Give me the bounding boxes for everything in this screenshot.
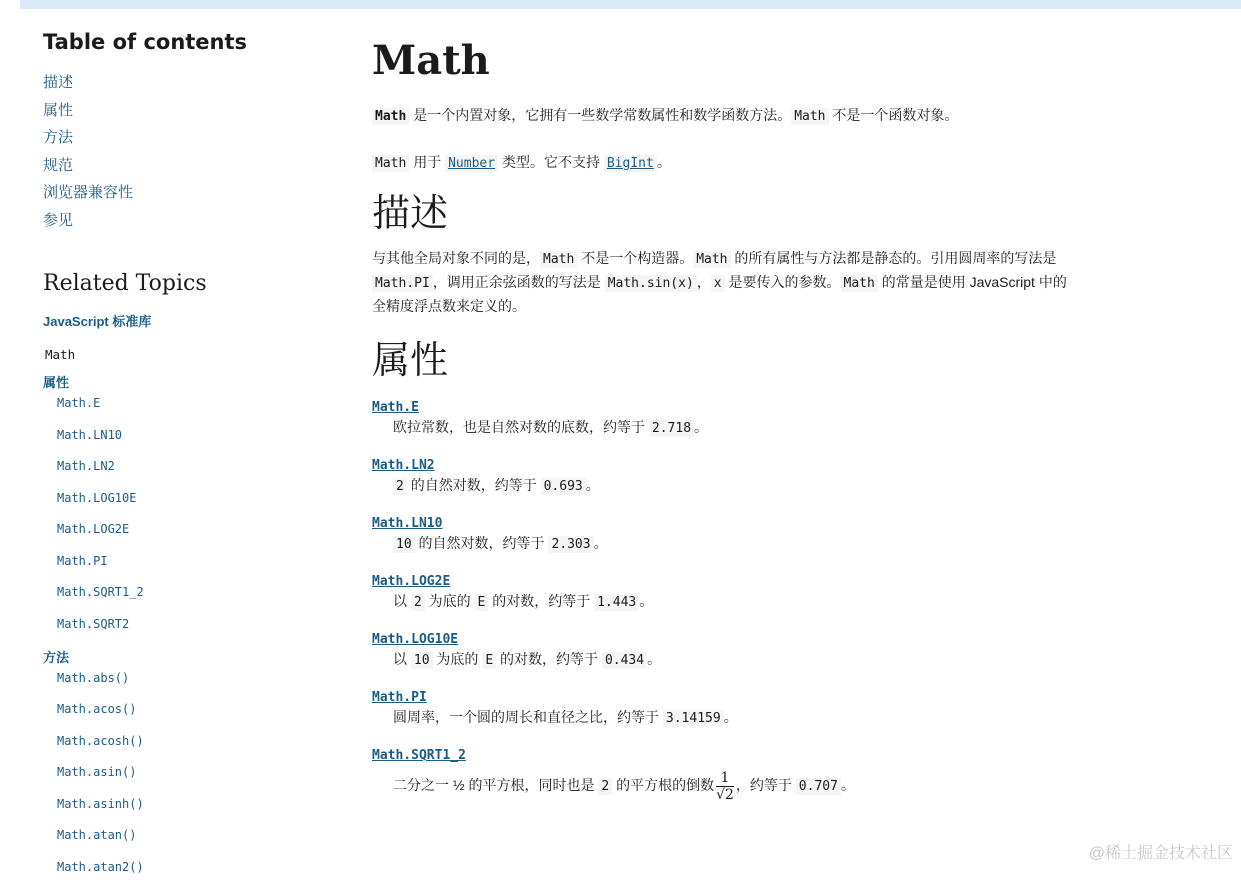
related-prop-item[interactable]: Math.E: [57, 396, 100, 410]
inline-code: 2: [598, 778, 612, 795]
desc-text: 的常量是使用 JavaScript 中的全精度浮点数来定义的。: [372, 274, 1067, 314]
desc-text: ，调用正余弦函数的写法是: [433, 274, 605, 290]
inline-code: 1.443: [594, 594, 639, 611]
watermark: @稀土掘金技术社区: [1089, 840, 1233, 863]
main-content: [372, 36, 1092, 803]
related-prop-item[interactable]: Math.SQRT1_2: [57, 585, 144, 599]
property-entry: [372, 630, 1092, 672]
sidebar: [43, 30, 303, 890]
related-properties-label[interactable]: 属性: [43, 375, 303, 391]
inline-code: 3.14159: [663, 710, 724, 727]
number-link[interactable]: Number: [445, 155, 498, 172]
inline-code: 2.718: [649, 420, 694, 437]
def-text: 以: [393, 593, 411, 609]
inline-code: E: [482, 652, 496, 669]
related-prop-item[interactable]: Math.SQRT2: [57, 617, 129, 631]
properties-heading: 属性: [372, 334, 1092, 386]
property-entry: [372, 456, 1092, 498]
toc-item-description[interactable]: 描述: [43, 74, 73, 91]
intro-paragraph: [372, 104, 1092, 128]
inline-code: Math: [791, 108, 828, 125]
def-text: 为底的: [425, 593, 475, 609]
def-text: 的自然对数，约等于: [407, 477, 541, 493]
page-title: Math: [372, 36, 1092, 86]
property-link[interactable]: Math.LN10: [372, 516, 442, 531]
def-text: 。: [586, 477, 600, 493]
related-method-item[interactable]: Math.asinh(): [57, 797, 144, 811]
intro-text: 不是一个函数对象。: [829, 107, 959, 123]
property-definition: [393, 648, 1092, 672]
property-link[interactable]: Math.SQRT1_2: [372, 748, 466, 763]
property-link[interactable]: Math.PI: [372, 690, 427, 705]
def-text: 圆周率，一个圆的周长和直径之比，约等于: [393, 709, 663, 725]
def-text: 。: [639, 593, 653, 609]
inline-code: 0.434: [602, 652, 647, 669]
description-paragraph: [372, 247, 1072, 317]
property-link[interactable]: Math.LN2: [372, 458, 435, 473]
inline-code: 10: [393, 536, 415, 553]
fraction-numerator: 1: [716, 770, 734, 787]
related-methods-label[interactable]: 方法: [43, 650, 303, 666]
bigint-link[interactable]: BigInt: [604, 155, 657, 172]
related-prop-item[interactable]: Math.LN2: [57, 459, 115, 473]
related-properties-list: [57, 395, 303, 640]
intro-text: 是一个内置对象，它拥有一些数学常数属性和数学函数方法。: [409, 107, 791, 123]
property-link[interactable]: Math.E: [372, 400, 419, 415]
def-text: 。: [594, 535, 608, 551]
related-methods-list: [57, 670, 303, 890]
inline-code: Math: [372, 155, 409, 172]
property-entry: [372, 688, 1092, 730]
properties-list: [372, 398, 1092, 730]
related-method-item[interactable]: Math.acosh(): [57, 734, 144, 748]
desc-text: 与其他全局对象不同的是，: [372, 250, 540, 266]
inline-code: Math: [372, 108, 409, 125]
related-method-item[interactable]: Math.acos(): [57, 702, 136, 716]
intro2-text: 用于: [409, 154, 445, 170]
related-method-item[interactable]: Math.asin(): [57, 765, 136, 779]
property-definition: [393, 416, 1092, 440]
top-banner: [20, 0, 1241, 9]
toc-heading: Table of contents: [43, 30, 303, 54]
inline-code: Math: [540, 251, 577, 268]
inline-code: 0.693: [541, 478, 586, 495]
related-prop-item[interactable]: Math.PI: [57, 554, 108, 568]
fraction-denominator: √2: [716, 787, 734, 803]
inline-code: x: [711, 275, 725, 292]
def-text: 。: [694, 419, 708, 435]
inline-code: 2: [411, 594, 425, 611]
related-prop-item[interactable]: Math.LOG10E: [57, 491, 136, 505]
property-definition: [393, 770, 1092, 803]
desc-text: 不是一个构造器。: [577, 250, 693, 266]
inline-code: 2.303: [548, 536, 593, 553]
inline-code: Math: [693, 251, 730, 268]
toc-list: [43, 69, 303, 234]
property-entry: [372, 514, 1092, 556]
inline-code: 2: [393, 478, 407, 495]
toc-item-specifications[interactable]: 规范: [43, 157, 73, 174]
desc-text: ，: [697, 274, 711, 290]
inline-code: Math: [841, 275, 878, 292]
related-method-item[interactable]: Math.abs(): [57, 671, 129, 685]
related-top-link[interactable]: JavaScript 标准库: [43, 314, 303, 330]
desc-text: 是要传入的参数。: [725, 274, 841, 290]
fraction: [716, 770, 734, 803]
def-text: ，约等于: [736, 777, 796, 793]
related-prop-item[interactable]: Math.LOG2E: [57, 522, 129, 536]
toc-item-properties[interactable]: 属性: [43, 102, 73, 119]
toc-item-browser-compat[interactable]: 浏览器兼容性: [43, 184, 133, 201]
intro2-text: 。: [657, 154, 671, 170]
inline-code: E: [475, 594, 489, 611]
def-text: 。: [647, 651, 661, 667]
property-definition: [393, 532, 1092, 556]
intro2-text: 类型。它不支持: [498, 154, 604, 170]
def-text: 。: [841, 777, 855, 793]
inline-code: Math.sin(x): [605, 275, 697, 292]
def-text: 的自然对数，约等于: [415, 535, 549, 551]
desc-text: 的所有属性与方法都是静态的。引用圆周率的写法是: [731, 250, 1057, 266]
property-definition: [393, 590, 1092, 614]
related-method-item[interactable]: Math.atan2(): [57, 860, 144, 874]
def-text: 的对数，约等于: [488, 593, 594, 609]
description-heading: 描述: [372, 187, 1092, 239]
related-current-page: Math: [45, 345, 303, 365]
property-link[interactable]: Math.LOG10E: [372, 632, 458, 647]
inline-code: Math.PI: [372, 275, 433, 292]
property-definition: [393, 706, 1092, 730]
def-text: 二分之一 ½ 的平方根，同时也是: [393, 777, 598, 793]
intro-paragraph-2: [372, 151, 1092, 175]
related-topics-heading: Related Topics: [43, 271, 303, 296]
def-text: 欧拉常数，也是自然对数的底数，约等于: [393, 419, 649, 435]
inline-code: 0.707: [796, 778, 841, 795]
property-entry: [372, 572, 1092, 614]
related-prop-item[interactable]: Math.LN10: [57, 428, 122, 442]
property-entry: [372, 398, 1092, 440]
def-text: 的平方根的倒数: [612, 777, 714, 793]
property-entry: [372, 746, 1092, 803]
def-text: 的对数，约等于: [496, 651, 602, 667]
def-text: 以: [393, 651, 411, 667]
toc-item-see-also[interactable]: 参见: [43, 212, 73, 229]
inline-code: 10: [411, 652, 433, 669]
property-definition: [393, 474, 1092, 498]
property-link[interactable]: Math.LOG2E: [372, 574, 450, 589]
toc-item-methods[interactable]: 方法: [43, 129, 73, 146]
def-text: 为底的: [433, 651, 483, 667]
def-text: 。: [724, 709, 738, 725]
related-method-item[interactable]: Math.atan(): [57, 828, 136, 842]
